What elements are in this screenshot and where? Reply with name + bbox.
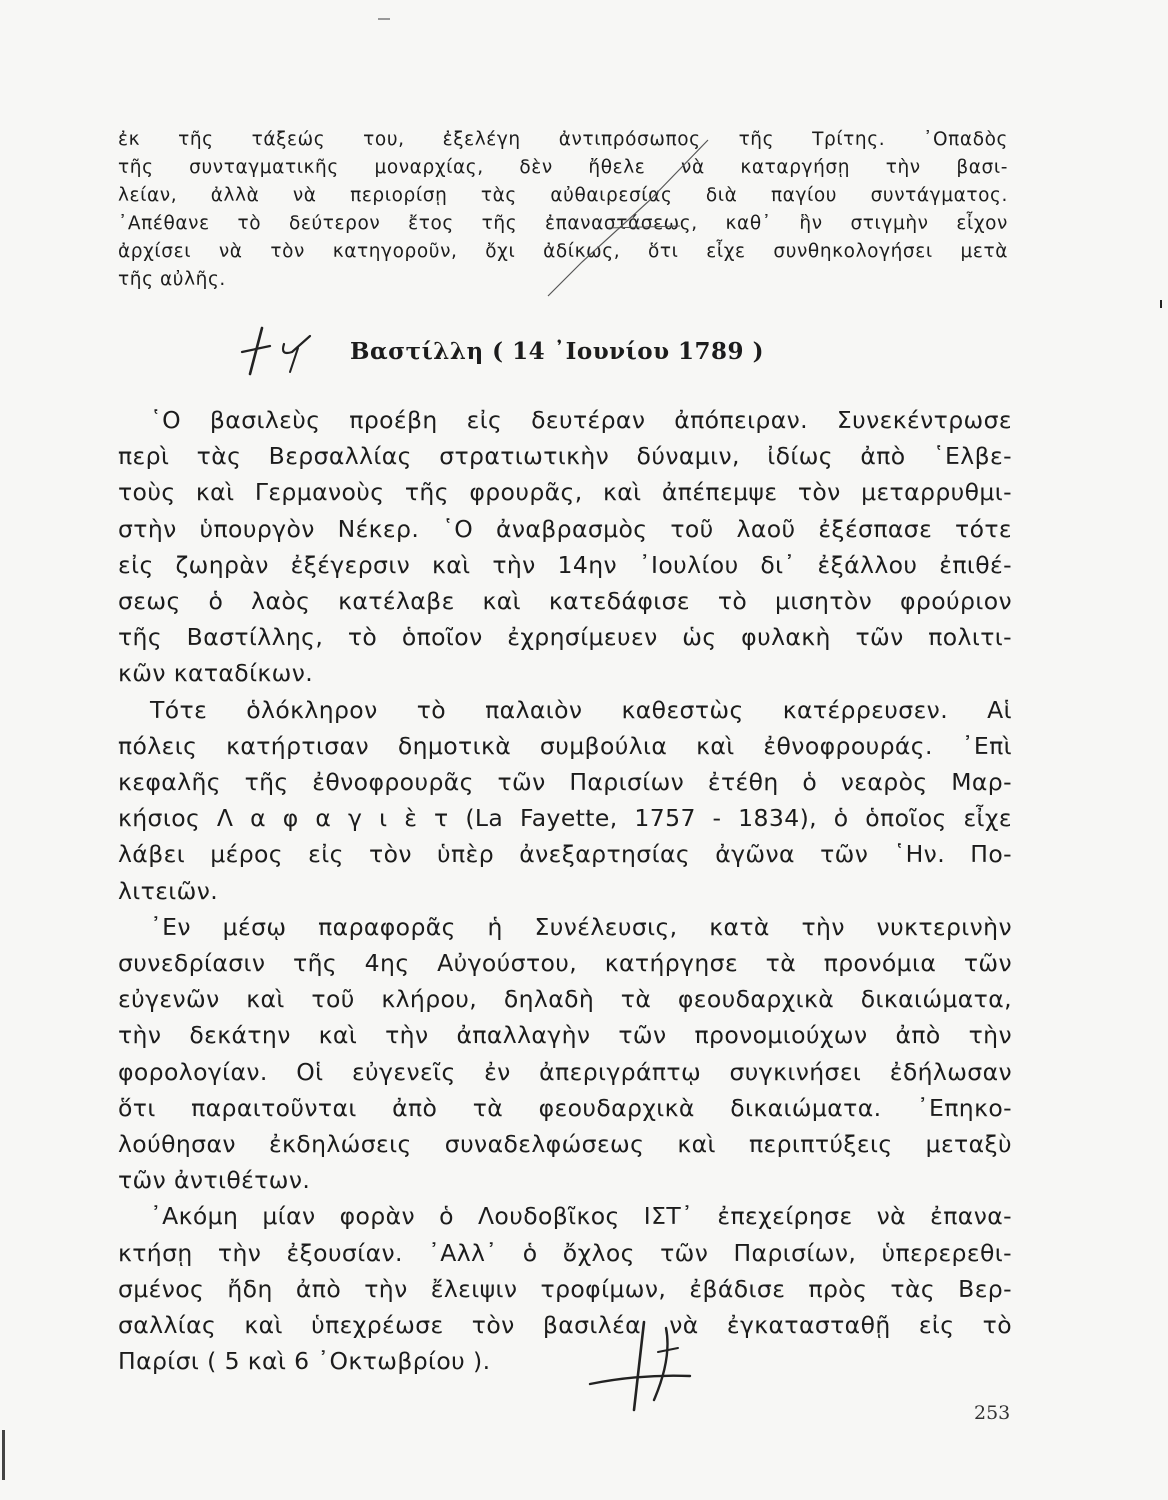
text-line: τῆς Βαστίλλης, τὸ ὁποῖον ἐχρησίμευεν ὡς φυλακὴ τῶν πολιτι- bbox=[118, 623, 1012, 652]
section-heading: Βαστίλλη ( 14 ᾿Ιουνίου 1789 ) bbox=[350, 338, 764, 365]
text-line: ᾿Απέθανε τὸ δεύτερον ἔτος τῆς ἐπαναστάσεως, καθ᾿ ἣν στιγμὴν εἶχον bbox=[118, 213, 1008, 234]
text-line: ἐκ τῆς τάξεώς του, ἐξελέγη ἀντιπρόσωπος τῆς Τρίτης. ᾿Οπαδὸς bbox=[118, 129, 1008, 150]
text-line: ἀρχίσει νὰ τὸν κατηγοροῦν, ὄχι ἀδίκως, ὅτι εἶχε συνθηκολογήσει μετὰ bbox=[118, 241, 1008, 262]
handwritten-mark-14 bbox=[240, 322, 330, 382]
body-text bbox=[118, 402, 1012, 1379]
text-line: εὐγενῶν καὶ τοῦ κλήρου, δηλαδὴ τὰ φεουδαρχικὰ δικαιώματα, bbox=[118, 985, 1012, 1014]
text-line: σμένος ἤδη ἀπὸ τὴν ἔλειψιν τροφίμων, ἐβάδισε πρὸς τὰς Βερ- bbox=[118, 1274, 1012, 1303]
text-line: κεφαλῆς τῆς ἐθνοφρουρᾶς τῶν Παρισίων ἐτέθη ὁ νεαρὸς Μαρ- bbox=[118, 768, 1012, 797]
scan-speck bbox=[2, 1430, 5, 1480]
text-line: σαλλίας καὶ ὑπεχρέωσε τὸν βασιλέα νὰ ἐγκατασταθῇ εἰς τὸ bbox=[118, 1311, 1012, 1340]
text-line: λιτειῶν. bbox=[118, 876, 219, 905]
text-line: Παρίσι ( 5 καὶ 6 ᾿Οκτωβρίου ). bbox=[118, 1347, 491, 1376]
text-line: στὴν ὑπουργὸν Νέκερ. ῾Ο ἀναβρασμὸς τοῦ λαοῦ ἐξέσπασε τότε bbox=[118, 514, 1012, 543]
text-line: λάβει μέρος εἰς τὸν ὑπὲρ ἀνεξαρτησίας ἀγῶνα τῶν ῾Ην. Πο- bbox=[118, 840, 1012, 869]
page-number: 253 bbox=[974, 1402, 1011, 1424]
text-line: ὅτι παραιτοῦνται ἀπὸ τὰ φεουδαρχικὰ δικαιώματα. ᾿Επηκο- bbox=[118, 1093, 1012, 1122]
text-line: συνεδρίασιν τῆς 4ης Αὐγούστου, κατήργησε τὰ προνόμια τῶν bbox=[118, 949, 1012, 978]
text-line: ᾿Ακόμη μίαν φορὰν ὁ Λουδοβῖκος ΙΣΤ᾿ ἐπεχείρησε νὰ ἐπανα- bbox=[150, 1202, 1012, 1231]
text-line: ῾Ο βασιλεὺς προέβη εἰς δευτέραν ἀπόπειραν. Συνεκέντρωσε bbox=[150, 406, 1012, 434]
text-line: κῶν καταδίκων. bbox=[118, 659, 314, 688]
text-line: λούθησαν ἐκδηλώσεις συναδελφώσεως καὶ περιπτύξεις μεταξὺ bbox=[118, 1130, 1012, 1159]
text-line: Τότε ὁλόκληρον τὸ παλαιὸν καθεστὼς κατέρρευσεν. Αἱ bbox=[150, 695, 1012, 724]
text-line: ᾿Εν μέσῳ παραφορᾶς ἡ Συνέλευσις, κατὰ τὴν νυκτερινὴν bbox=[150, 912, 1012, 941]
text-line: τοὺς καὶ Γερμανοὺς τῆς φρουρᾶς, καὶ ἀπέπεμψε τὸν μεταρρυθμι- bbox=[118, 478, 1012, 507]
text-line: τῶν ἀντιθέτων. bbox=[118, 1166, 311, 1195]
text-line: φορολογίαν. Οἱ εὐγενεῖς ἐν ἀπεριγράπτῳ συγκινήσει ἐδήλωσαν bbox=[118, 1057, 1012, 1086]
text-line: εἰς ζωηρὰν ἐξέγερσιν καὶ τὴν 14ην ᾿Ιουλίου δι᾿ ἐξάλλου ἐπιθέ- bbox=[118, 550, 1012, 579]
scan-speck bbox=[1160, 300, 1162, 308]
text-line: λείαν, ἀλλὰ νὰ περιορίσῃ τὰς αὐθαιρεσίας διὰ παγίου συντάγματος. bbox=[118, 185, 1008, 206]
text-line: τῆς αὐλῆς. bbox=[118, 269, 226, 290]
text-line: τὴν δεκάτην καὶ τὴν ἀπαλλαγὴν τῶν προνομιούχων ἀπὸ τὴν bbox=[118, 1021, 1012, 1050]
text-line: κήσιος Λ α φ α γ ι ὲ τ (La Fayette, 1757 - 1834), ὁ ὁποῖος εἶχε bbox=[118, 804, 1012, 833]
text-line: κτήσῃ τὴν ἐξουσίαν. ᾿Αλλ᾿ ὁ ὄχλος τῶν Παρισίων, ὑπερερεθι- bbox=[118, 1238, 1012, 1267]
text-line: περὶ τὰς Βερσαλλίας στρατιωτικὴν δύναμιν, ἰδίως ἀπὸ ῾Ελβε- bbox=[118, 442, 1012, 471]
text-line: πόλεις κατήρτισαν δημοτικὰ συμβούλια καὶ ἐθνοφρουράς. ᾿Επὶ bbox=[118, 731, 1012, 760]
text-line: σεως ὁ λαὸς κατέλαβε καὶ κατεδάφισε τὸ μισητὸν φρούριον bbox=[118, 587, 1012, 616]
text-line: τῆς συνταγματικῆς μοναρχίας, δὲν ἤθελε νὰ καταργήσῃ τὴν βασι- bbox=[118, 157, 1008, 178]
top-paragraph bbox=[118, 126, 1008, 294]
scan-speck bbox=[378, 18, 390, 20]
